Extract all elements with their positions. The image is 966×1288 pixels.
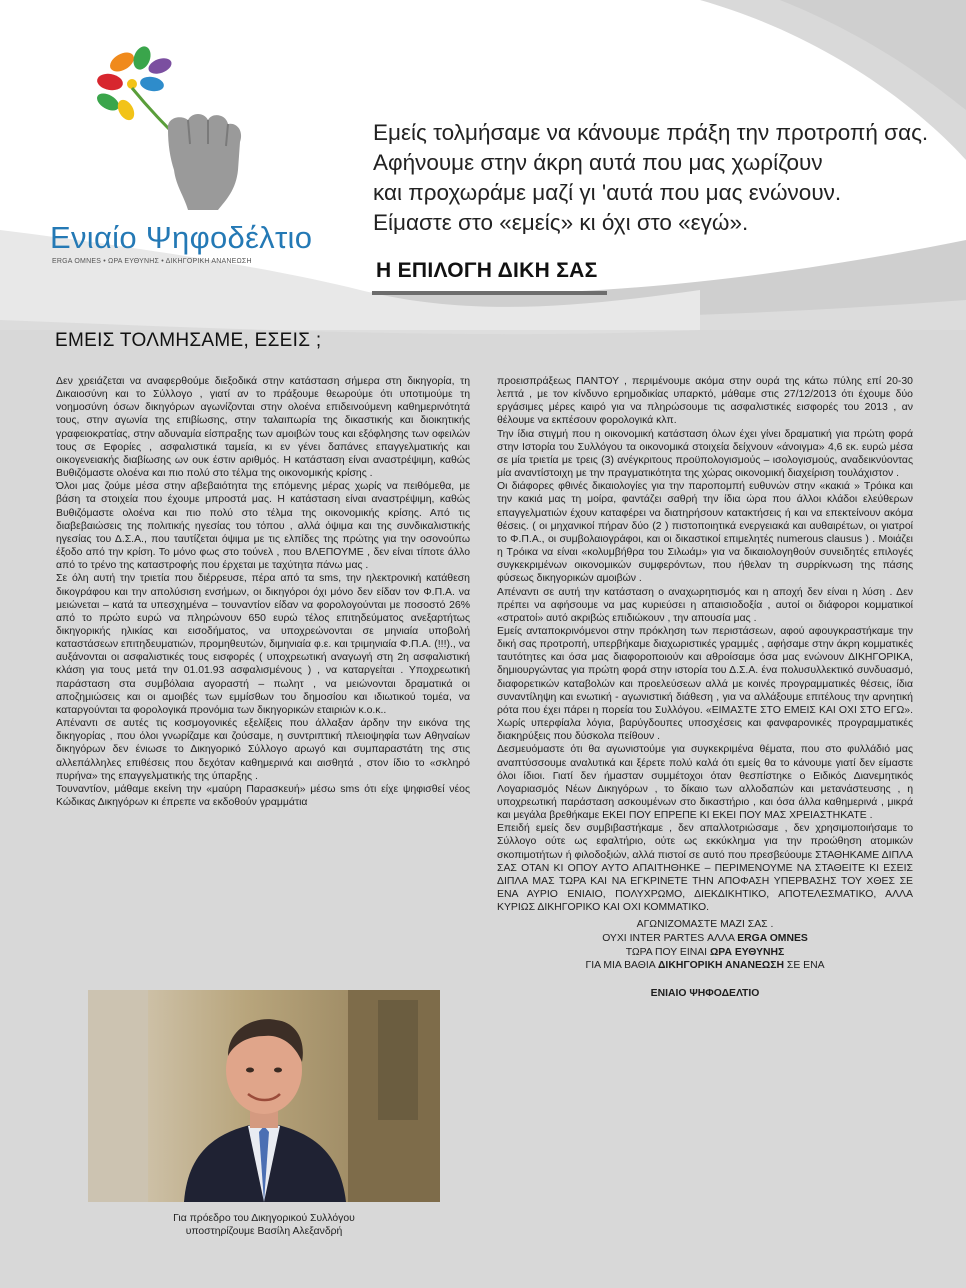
paragraph: Δεσμευόμαστε ότι θα αγωνιστούμε για συγκεκριμένα θέματα, που στο φυλλάδιό μας αναπτύσσουμε αναλυτικά και ξέρετε πολύ καλά ότι εμείς θα το κάνουμε γιατί δεν είμαστε όλοι ίδιοι. Γιατί δεν ήμασταν συμμέτοχοι όταν θεσπίστηκε ο Ειδικός Διανεμητικός Λογαριασμός Νέων Δικηγόρων , το δίκαιο των αλλοδαπών και μετανάστευσης , η υποχρεωτική παράσταση ασκουμένων στο δικαστήριο , και όσα άλλα καθημερινά , μικρά και μεγάλα βρεθήκαμε ΕΚΕΙ ΠΟΥ ΕΠΡΕΠΕ ΚΙ ΕΚΕΙ ΠΟΥ ΜΑΣ ΧΡΕΙΑΣΤΗΚΑΤΕ . — [497, 744, 913, 822]
article-column-right — [497, 375, 913, 1000]
slogan-line: Αφήνουμε στην άκρη αυτά που μας χωρίζουν — [373, 150, 823, 175]
fist-flower-icon — [80, 40, 260, 215]
signoff-line: ΓΙΑ ΜΙΑ ΒΑΘΙΑ ΔΙΚΗΓΟΡΙΚΗ ΑΝΑΝΕΩΣΗ ΣΕ ΕΝΑ — [585, 960, 825, 972]
logo — [40, 40, 340, 270]
paragraph: Οι διάφορες φθινές δικαιολογίες για την παροπομπή ευθυνών στην «κακιά » Τρόικα και την κακιά μας τη μοίρα, φαντάζει σαθρή την ίδια ώρα που άλλοι κλάδοι ελεύθερων επαγγελματιών έχουν καταφέρει να διατηρήσουν κατακτήσεις ή και να επεκτείνουν ακόμα θέσεις. ( οι μηχανικοί πήραν δύο (2 ) πιστοποιητικά ενεργειακά και αυθαιρέτων, οι γιατροί το Φ.Π.Α., οι συμβολαιογράφοι, και οι δικαστικοί επιμελητές numerous clausus ) . Μοιάζει η Τρόικα να είναι «κολυμβήθρα του Σιλωάμ» για να δικαιολογηθούν συνειδητές επιλογές συγκεκριμένων οικονομικών συμφερόντων, που ήθελαν τη συρρίκνωση της πάσης φύσεως δικηγορικών αμοιβών . — [497, 481, 913, 585]
paragraph: Δεν χρειάζεται να αναφερθούμε διεξοδικά στην κατάσταση σήμερα στη δικηγορία, τη Δικαιοσύνη και το Σύλλογο , γιατί αν το πράξουμε θεωρούμε ότι υποτιμούμε τη νοημοσύνη όσων δικηγόρων αγωνίζονται στην ολοένα επιδεινούμενη καθημερινότητά τους, στην αγωνία της επιβίωσης, στην ταλαιπωρία της δικαστικής και διοικητικής γραφειοκρατίας, στην αδυναμία είσπραξης των αμοιβών τους και εξόφλησης των οφειλών τους σε Εφορίες , ασφαλιστικά ταμεία, κι εν γένει δαπάνες επαγγελματικής και οικογενειακής διαβίωσης ων ουκ έστιν αριθμός. Η κατάσταση είναι αναστρέψιμη, καθώς Βυθιζόμαστε ολοένα και πιο πολύ στο τέλμα της οικονομικής κρίσης . — [56, 376, 470, 480]
logo-name: Ενιαίο Ψηφοδέλτιο — [50, 220, 313, 255]
heading-underline — [372, 291, 607, 295]
paragraph: Όλοι μας ζούμε μέσα στην αβεβαιότητα της επόμενης μέρας χωρίς να πειθόμεθα, με βάση τα στοιχεία που έχουμε μπροστά μας. Η κατάσταση είναι αναστρέψιμη, καθώς Βυθιζόμαστε ολοένα και πιο πολύ στο τέλμα της οικονομικής κρίσης. Από τις διαβεβαιώσεις της πολιτικής ηγεσίας του τόπου , αλλά όψιμα και της συνδικαλιστικής ηγεσίας του Δ.Σ.Α., που ταυτίζεται όψιμα με τις ελπίδες της πρώτης για την οσονούπω έξοδο από την κρίση. Το μόνο φως στο τούνελ , που ΒΛΕΠΟΥΜΕ , δεν είναι τίποτε άλλο από το τρένο της καταστροφής που έρχεται με ταχύτητα πάνω μας . — [56, 481, 470, 572]
caption-line: υποστηρίζουμε Βασίλη Αλεξανδρή — [185, 1226, 343, 1237]
article-title: ΕΜΕΙΣ ΤΟΛΜΗΣΑΜΕ, ΕΣΕΙΣ ; — [55, 330, 322, 351]
paragraph: Εμείς ανταποκρινόμενοι στην πρόκληση των περιστάσεων, αφού αφουγκραστήκαμε την δική σας προτροπή, υπερβήκαμε διαχωριστικές γραμμές , αφήσαμε στην άκρη κομματικές ταυτότητες και όσα μας διαφοροποιούν και αθροίσαμε όσα μας ενώνουν ΔΙΚΗΓΟΡΙΚΑ, δημιουργώντας για πρώτη φορά στην ιστορία του Δ.Σ.Α. ένα πολυσυλλεκτικό συνδυασμό, διαφορετικών καταβολών και προελεύσεων αλλά με κοινές προγραμματικές θέσεις, ίδια συναντίληψη και ενωτική - αγωνιστική διάθεση , για να αλλάξουμε επιτέλους την αρνητική ρότα που έχει πάρει η πορεία του Συλλόγου. «ΕΙΜΑΣΤΕ ΣΤΟ ΕΜΕΙΣ ΚΑΙ ΟΧΙ ΣΤΟ ΕΓΩ». Χωρίς υπερφίαλα λόγια, βαρύγδουπες υποσχέσεις και φανφαρονικές προγραμματικές διακηρύξεις που δύσκολα πείθουν . — [497, 625, 913, 743]
photo-caption — [88, 1212, 440, 1238]
signoff-final: ΕΝΙΑΙΟ ΨΗΦΟΔΕΛΤΙΟ — [650, 987, 760, 999]
slogan — [373, 118, 953, 238]
signoff-line: ΟΥΧΙ INTER PARTES ΑΛΛΑ ERGA OMNES — [602, 933, 808, 944]
signoff — [497, 918, 913, 972]
paragraph: προεισπράξεως ΠΑΝΤΟΥ , περιμένουμε ακόμα στην ουρά της κάτω πύλης επί 20-30 λεπτά , με τον κίνδυνο ερημοδικίας υπαρκτό, μάθαμε στις 27/12/2013 ότι έχουμε δύο εργάσιμες μέρες καιρό για να πληρώσουμε τις ασφαλιστικές εισφορές του 2013 , αν θέλουμε να εκπέσουν φορολογικά κλπ. — [497, 376, 913, 427]
slogan-line: Εμείς τολμήσαμε να κάνουμε πράξη την προτροπή σας. — [373, 120, 929, 145]
paragraph: Απέναντι σε αυτή την κατάσταση ο αναχωρητισμός και η αποχή δεν είναι η λύση . Δεν πρέπει να αφήσουμε να μας κυριεύσει η απαισιοδοξία , αυτοί οι διάφοροι κομματικοί «στρατοί» αυτό ακριβώς επιδιώκουν , την απουσία μας . — [497, 586, 913, 624]
signoff-line: ΑΓΩΝΙΖΟΜΑΣΤΕ ΜΑΖΙ ΣΑΣ . — [636, 919, 774, 931]
caption-line: Για πρόεδρο του Δικηγορικού Συλλόγου — [173, 1213, 355, 1224]
paragraph: Απέναντι σε αυτές τις κοσμογονικές εξελίξεις που άλλαξαν άρδην την εικόνα της δικηγορίας , που όλοι γνωρίζαμε και ζούσαμε, η συντριπτική πλειοψηφία των Αθηναίων δικηγόρων δεν ένιωσε το Δικηγορικό Σύλλογο αρωγό και συμπαραστάτη της στις αλλεπάλληλες επιθέσεις που δεχόταν καθημερινά και αισθητά , στον ίδιο το «σκληρό πυρήνα» της επαγγελματικής της ύπαρξης . — [56, 718, 470, 782]
candidate-portrait — [88, 990, 440, 1202]
signoff-line: ΤΩΡΑ ΠΟΥ ΕΙΝΑΙ ΩΡΑ ΕΥΘΥΝΗΣ — [625, 946, 785, 958]
paragraph: Τουναντίον, μάθαμε εκείνη την «μαύρη Παρασκευή» μέσω sms ότι είχε ψηφισθεί νέος Κώδικας Δικηγόρων κι έπρεπε να εκδοθούν γραμμάτια — [56, 783, 470, 808]
paragraph: Σε όλη αυτή την τριετία που διέρρευσε, πέρα από τα sms, την ηλεκτρονική κατάθεση δικογράφου και την απολύσιση ενσήμων, οι δικηγόροι όχι μόνο δεν είδαν τον Φ.Π.Α. να μειώνεται – κατά τα υπεσχημένα – τουναντίον είδαν να φορολογούνται με ποσοστό 26% από το πρώτο ευρώ να πληρώνουν 650 ευρώ τέλος επιτηδεύματος ανεξαρτήτως δικηγορικής ηλικίας και εισοδήματος, να υποχρεώνονται σε μηνιαία υποβολή καταστάσεων επιτηδευματιών, προμηθευτών, διμηνιαία φ.ε. και τριμηνιαία Φ.Π.Α. (!!!)., να αυξάνονται οι ασφαλιστικές τους εισφορές ( υποχρεωτική αναγωγή στη 2η ασφαλιστική κλάση για τους μετά την 01.01.93 ασφαλισμένους ) , να καταργείται . Υποχρεωτική παράσταση στα συμβόλαια αγοραστή – πωλητ , να μειώνονται δραματικά οι αποζημιώσεις και οι αμοιβές των εμμίσθων του δημοσίου και ιδιωτικού τομέα, να καταργούνται τα φορολογικά προνόμια των δικηγορικών εταιριών κ.ο.κ.. — [56, 573, 470, 716]
article-column-left — [56, 375, 470, 809]
choice-heading: Η ΕΠΙΛΟΓΗ ΔΙΚΗ ΣΑΣ — [376, 259, 598, 282]
slogan-line: και προχωράμε μαζί γι 'αυτά που μας ενώνουν. — [373, 180, 842, 205]
paragraph: Επειδή εμείς δεν συμβιβαστήκαμε , δεν απαλλοτριώσαμε , δεν χρησιμοποιήσαμε το Σύλλογο ούτε ως εφαλτήριο, ούτε ως εκκύκλημα για την προώθηση ατομικών σκοπιμοτήτων ή φιλοδοξιών, αλλά πιστοί σε αυτό που πρεσβεύουμε ΣΤΑΘΗΚΑΜΕ ΔΙΠΛΑ ΣΑΣ ΟΤΑΝ ΚΙ ΟΠΟΥ ΑΥΤΟ ΑΠΑΙΤΗΘΗΚΕ – ΠΕΡΙΜΕΝΟΥΜΕ ΝΑ ΣΤΑΘΕΙΤΕ ΚΙ ΕΣΕΙΣ ΔΙΠΛΑ ΜΑΣ ΤΩΡΑ ΚΑΙ ΝΑ ΕΓΚΡΙΝΕΤΕ ΤΗΝ ΑΠΟΦΑΣΗ ΥΠΕΡΒΑΣΗΣ ΤΟΥ ΧΘΕΣ ΣΕ ΕΝΑ ΑΥΡΙΟ ΕΝΙΑΙΟ, ΠΟΛΥΧΡΩΜΟ, ΔΙΕΚΔΙΚΗΤΙΚΟ, ΑΠΟΤΕΛΕΣΜΑΤΙΚΟ, ΑΛΛΑ ΚΥΡΙΩΣ ΔΙΚΗΓΟΡΙΚΟ ΚΑΙ ΟΧΙ ΚΟΜΜΑΤΙΚΟ. — [497, 823, 913, 914]
logo-tagline: ERGA OMNES • ΩΡΑ ΕΥΘΥΝΗΣ • ΔΙΚΗΓΟΡΙΚΗ ΑΝΑΝΕΩΣΗ — [52, 258, 252, 265]
candidate-photo — [88, 990, 440, 1202]
paragraph: Την ίδια στιγμή που η οικονομική κατάσταση όλων έχει γίνει δραματική για πρώτη φορά στην Ιστορία του Συλλόγου τα οικονομικά στοιχεία δείχνουν «άνοιγμα» 4,6 εκ. ευρώ μέσα σε μία τριετία με τρεις (3) ανέγκριτους προϋπολογισμούς – ισολογισμούς, αναδεικνύοντας μία αναντίστοιχη με την πραγματικότητα της χώρας οικονομική διαχείριση τουλάχιστον . — [497, 428, 913, 480]
slogan-line: Είμαστε στο «εμείς» κι όχι στο «εγώ». — [373, 210, 749, 235]
